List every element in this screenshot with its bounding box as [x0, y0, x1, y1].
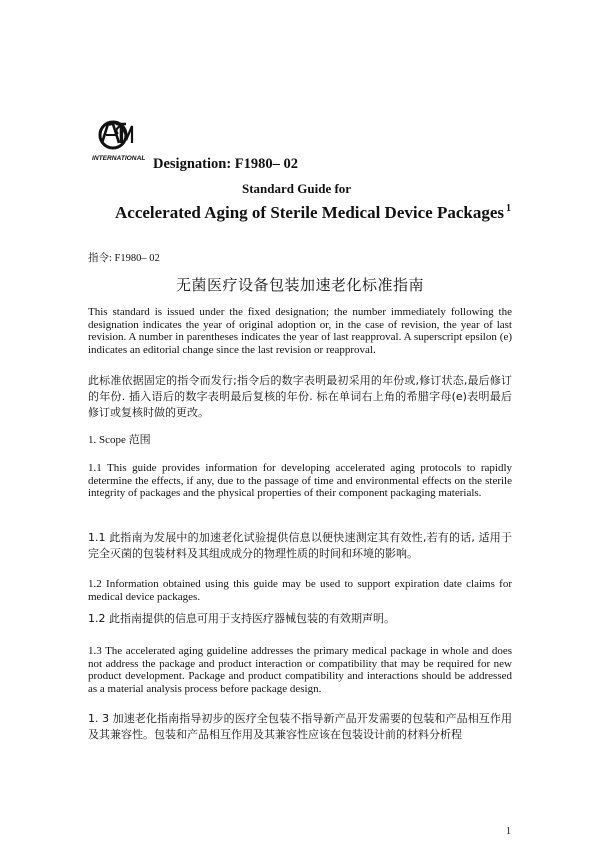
designation: Designation: F1980– 02: [153, 156, 298, 172]
page-number: 1: [506, 826, 511, 837]
title-footnote: 1: [505, 203, 511, 214]
document-title: [115, 203, 511, 223]
section-1-1-en: 1.1 This guide provides information for developing accelerated aging protocols to rapidly determine the effects, if any, due to the passage of time and environmental effects on the sterile integrity of packages and the physical properties of their component packaging materials.: [88, 462, 512, 500]
section-1-2-en: 1.2 Information obtained using this guide may be used to support expiration date claims for medical device packages.: [88, 578, 512, 603]
chinese-designation: 指令: F1980– 02: [88, 253, 160, 264]
intro-paragraph-cn: 此标准依据固定的指令而发行;指令后的数字表明最初采用的年份或,修订状态,最后修订的年份. 插入语后的数字表明最后复核的年份. 标在单词右上角的希腊字母(e)表明最后修订或复核时做的更改。: [88, 374, 512, 419]
chinese-title: 无菌医疗设备包装加速老化标准指南: [175, 276, 424, 294]
section-1-3-cn: 1. 3 加速老化指南指导初步的医疗全包装不指导新产品开发需要的包装和产品相互作用及其兼容性。包装和产品相互作用及其兼容性应该在包装设计前的材料分析程: [88, 712, 512, 741]
title-text: Accelerated Aging of Sterile Medical Device Packages: [115, 203, 504, 222]
intro-paragraph-en: This standard is issued under the fixed designation; the number immediately following the designation indicates the year of original adoption or, in the case of revision, the year of last revision. A number in parentheses indicates the year of last reapproval. A superscript epsilon (e) indicates an editorial change since the last revision or reapproval.: [88, 306, 512, 356]
section-1-1-cn: 1.1 此指南为发展中的加速老化试验提供信息以便快速测定其有效性,若有的话, 适用于完全灭菌的包装材料及其组成成分的物理性质的时间和环境的影响。: [88, 531, 512, 560]
standard-guide-for: Standard Guide for: [242, 181, 352, 196]
section-1-2-cn: 1.2 此指南提供的信息可用于支持医疗器械包装的有效期声明。: [88, 612, 395, 625]
logo-text: INTERNATIONAL: [92, 155, 146, 162]
astm-emblem-icon: [100, 122, 132, 148]
scope-heading: 1. Scope 范围: [88, 434, 151, 446]
astm-logo: [92, 116, 148, 166]
section-1-3-en: 1.3 The accelerated aging guideline addresses the primary medical package in whole and does not address the package and product interaction or compatibility that may be required for new product development. Package and product compatibility and interactions should be addressed as a material analysis process before package design.: [88, 645, 512, 695]
